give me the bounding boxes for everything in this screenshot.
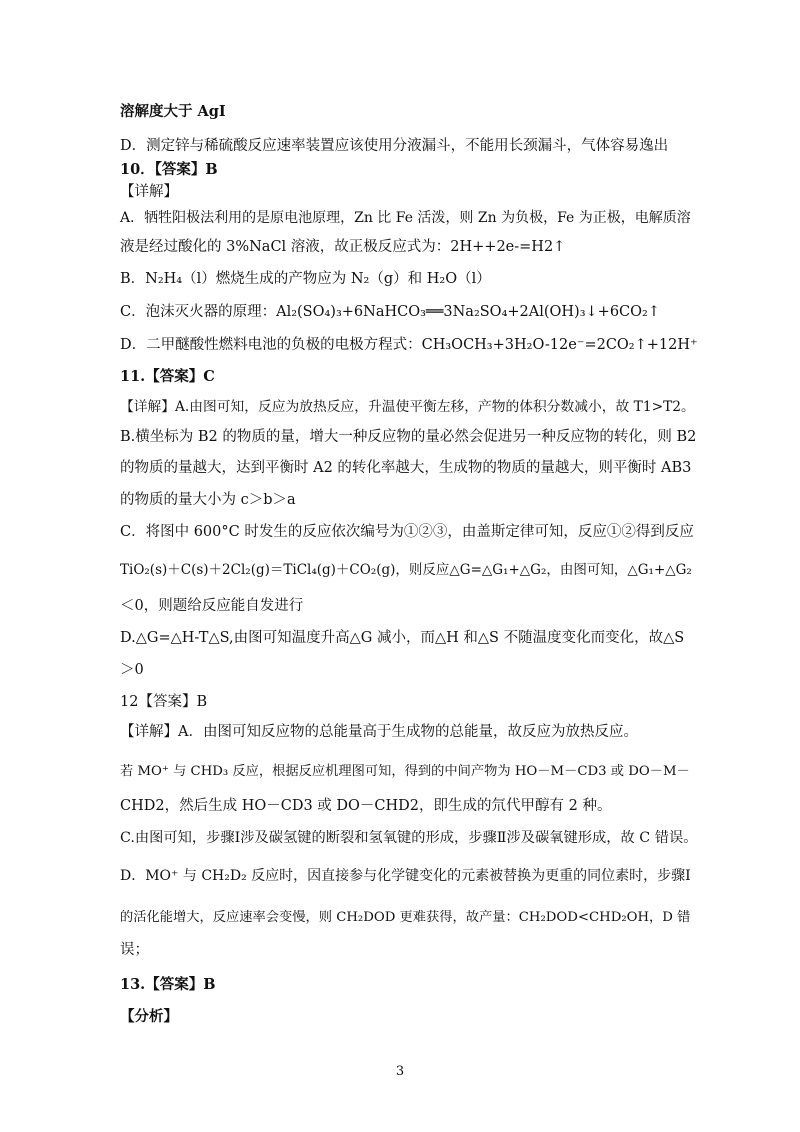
text-line: D.△G=△H-T△S,由图可知温度升高△G 减小，而△H 和△S 不随温度变化而变化，故△S <box>120 630 685 646</box>
text-line: D．二甲醚酸性燃料电池的负极的电极方程式：CH₃OCH₃+3H₂O-12e⁻=2CO₂↑+12H⁺ <box>120 337 698 353</box>
text-line: 溶解度大于 AgI <box>120 103 226 120</box>
analysis-heading: 【分析】 <box>120 1008 178 1025</box>
answer-heading: 13.【答案】B <box>120 976 216 993</box>
text-line: 的活化能增大，反应速率会变慢，则 CH₂DOD 更难获得，故产量：CH₂DOD<CHD₂OH，D 错 <box>120 910 691 925</box>
detail-heading: 【详解】 <box>120 184 178 200</box>
text-line: 若 MO⁺ 与 CHD₃ 反应，根据反应机理图可知，得到的中间产物为 HO－M－CD3 或 DO－M－ <box>120 764 690 779</box>
text-line: C.由图可知，步骤Ⅰ涉及碳氢键的断裂和氢氧键的形成，步骤Ⅱ涉及碳氧键形成，故 C 错误。 <box>120 830 698 846</box>
answer-heading: 11.【答案】C <box>120 368 215 385</box>
text-line: B.横坐标为 B2 的物质的量，增大一种反应物的量必然会促进另一种反应物的转化，则 B2 <box>120 429 697 445</box>
text-line: 的物质的量大小为 c＞b＞a <box>120 492 296 508</box>
text-line: C．泡沫灭火器的原理：Al₂(SO₄)₃+6NaHCO₃══3Na₂SO₄+2Al(OH)₃↓+6CO₂↑ <box>120 304 660 320</box>
text-line: 误； <box>120 942 149 958</box>
text-line: C．将图中 600°C 时发生的反应依次编号为①②③，由盖斯定律可知，反应①②得到反应 <box>120 524 694 540</box>
text-line: 的物质的量越大，达到平衡时 A2 的转化率越大，生成物的物质的量越大，则平衡时 AB3 <box>120 460 692 476</box>
text-line: A．牺牲阳极法利用的是原电池原理，Zn 比 Fe 活泼，则 Zn 为负极，Fe 为正极，电解质溶 <box>120 210 691 226</box>
answer-heading: 12【答案】B <box>120 694 208 710</box>
answer-heading: 10．【答案】B <box>120 161 218 178</box>
text-line: 【详解】A.由图可知，反应为放热反应，升温使平衡左移，产物的体积分数减小，故 T1>T2。 <box>120 399 695 415</box>
text-line: B．N₂H₄（l）燃烧生成的产物应为 N₂（g）和 H₂O（l） <box>120 271 491 287</box>
text-line: ＜0，则题给反应能自发进行 <box>120 598 304 614</box>
text-line: CHD2，然后生成 HO－CD3 或 DO－CHD2，即生成的氘代甲醇有 2 种。 <box>120 798 612 814</box>
text-line: TiO₂(s)＋C(s)＋2Cl₂(g)＝TiCl₄(g)＋CO₂(g)，则反应△G=△G₁+△G₂，由图可知，△G₁+△G₂ <box>120 562 692 578</box>
text-line: D．测定锌与稀硫酸反应速率装置应该使用分液漏斗，不能用长颈漏斗，气体容易逸出 <box>120 138 669 154</box>
page-number: 3 <box>395 1064 405 1079</box>
text-line: D．MO⁺ 与 CH₂D₂ 反应时，因直接参与化学键变化的元素被替换为更重的同位素时，步骤Ⅰ <box>120 868 691 884</box>
text-line: ＞0 <box>120 662 144 678</box>
text-line: 液是经过酸化的 3%NaCl 溶液，故正极反应式为：2H++2e-=H2↑ <box>120 239 566 255</box>
text-line: 【详解】A．由图可知反应物的总能量高于生成物的总能量，故反应为放热反应。 <box>120 724 638 740</box>
